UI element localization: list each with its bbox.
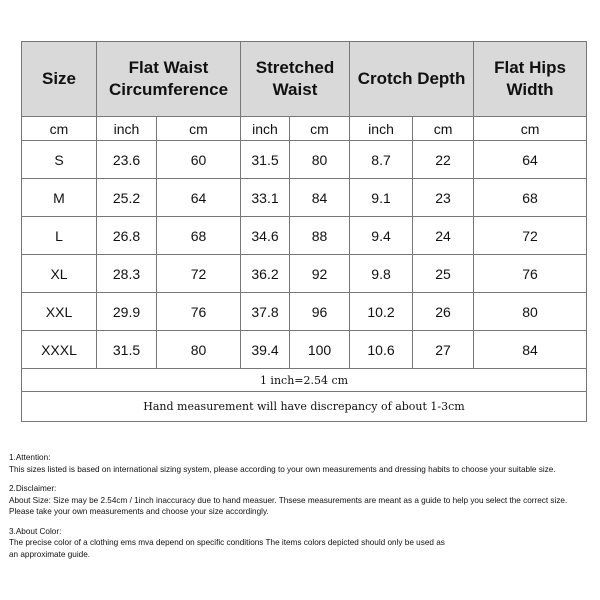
value-cell: 76 (157, 293, 241, 331)
table-row (22, 217, 587, 255)
value-cell: 68 (157, 217, 241, 255)
header-stretched-waist (241, 42, 350, 117)
size-cell: XXXL (22, 331, 97, 369)
discrepancy-row (22, 392, 587, 422)
value-cell: 9.4 (350, 217, 413, 255)
discrepancy-note: Hand measurement will have discrepancy of about 1-3cm (22, 392, 587, 422)
value-cell: 27 (413, 331, 474, 369)
value-cell: 36.2 (241, 255, 290, 293)
value-cell: 10.6 (350, 331, 413, 369)
unit-cell: inch (350, 117, 413, 141)
value-cell: 80 (474, 293, 587, 331)
header-crotch-depth: Crotch Depth (350, 42, 474, 117)
value-cell: 26 (413, 293, 474, 331)
table-row (22, 179, 587, 217)
unit-cell: cm (413, 117, 474, 141)
color-section (9, 526, 599, 561)
header-size: Size (22, 42, 97, 117)
value-cell: 33.1 (241, 179, 290, 217)
table-row (22, 331, 587, 369)
header-row (22, 42, 587, 117)
size-chart-table (21, 41, 587, 422)
header-flat-waist-line2: Circumference (108, 80, 229, 99)
table-row (22, 141, 587, 179)
color-text: an approximate guide. (9, 549, 91, 559)
attention-section (9, 452, 599, 475)
unit-cell: inch (241, 117, 290, 141)
value-cell: 80 (290, 141, 350, 179)
attention-title: 1.Attention: (9, 453, 51, 462)
units-row (22, 117, 587, 141)
disclaimer-section (9, 483, 599, 518)
value-cell: 23.6 (97, 141, 157, 179)
value-cell: 68 (474, 179, 587, 217)
value-cell: 26.8 (97, 217, 157, 255)
value-cell: 80 (157, 331, 241, 369)
value-cell: 60 (157, 141, 241, 179)
value-cell: 76 (474, 255, 587, 293)
value-cell: 64 (474, 141, 587, 179)
value-cell: 29.9 (97, 293, 157, 331)
value-cell: 84 (474, 331, 587, 369)
value-cell: 92 (290, 255, 350, 293)
value-cell: 8.7 (350, 141, 413, 179)
value-cell: 72 (474, 217, 587, 255)
color-text: The precise color of a clothing ems mva depend on specific conditions The items colors depicted should only be used as (9, 538, 445, 547)
header-flat-waist (97, 42, 241, 117)
value-cell: 84 (290, 179, 350, 217)
disclaimer-title: 2.Disclaimer: (9, 484, 57, 493)
size-cell: M (22, 179, 97, 217)
value-cell: 25 (413, 255, 474, 293)
attention-text: This sizes listed is based on international sizing system, please according to your own measurements and dressing habits to choose your suitable size. (9, 464, 556, 474)
value-cell: 25.2 (97, 179, 157, 217)
size-cell: S (22, 141, 97, 179)
table-row (22, 255, 587, 293)
value-cell: 31.5 (97, 331, 157, 369)
value-cell: 9.1 (350, 179, 413, 217)
header-stretched-waist-line1: Stretched (255, 58, 335, 77)
unit-cell: cm (474, 117, 587, 141)
value-cell: 88 (290, 217, 350, 255)
value-cell: 23 (413, 179, 474, 217)
header-stretched-waist-line2: Waist (272, 80, 318, 99)
value-cell: 37.8 (241, 293, 290, 331)
unit-cell: inch (97, 117, 157, 141)
value-cell: 10.2 (350, 293, 413, 331)
size-cell: XXL (22, 293, 97, 331)
unit-cell: cm (157, 117, 241, 141)
notes-section (9, 452, 599, 568)
disclaimer-text: Please take your own measurements and choose your size accordingly. (9, 507, 269, 516)
size-cell: L (22, 217, 97, 255)
value-cell: 28.3 (97, 255, 157, 293)
value-cell: 96 (290, 293, 350, 331)
value-cell: 72 (157, 255, 241, 293)
value-cell: 64 (157, 179, 241, 217)
unit-cell: cm (22, 117, 97, 141)
value-cell: 22 (413, 141, 474, 179)
value-cell: 34.6 (241, 217, 290, 255)
header-flat-hips (474, 42, 587, 117)
conversion-note: 1 inch=2.54 cm (22, 369, 587, 392)
value-cell: 9.8 (350, 255, 413, 293)
header-flat-hips-line1: Flat Hips (494, 58, 566, 77)
table-row (22, 293, 587, 331)
size-cell: XL (22, 255, 97, 293)
value-cell: 24 (413, 217, 474, 255)
unit-cell: cm (290, 117, 350, 141)
color-title: 3.About Color: (9, 526, 62, 536)
disclaimer-text: About Size: Size may be 2.54cm / 1inch inaccuracy due to hand measuer. Thsese measurements are meant as a guide to help you select the correct size. (9, 495, 568, 505)
value-cell: 39.4 (241, 331, 290, 369)
header-flat-hips-line2: Width (506, 80, 554, 99)
conversion-row (22, 369, 587, 392)
value-cell: 31.5 (241, 141, 290, 179)
value-cell: 100 (290, 331, 350, 369)
header-flat-waist-line1: Flat Waist (128, 58, 209, 77)
